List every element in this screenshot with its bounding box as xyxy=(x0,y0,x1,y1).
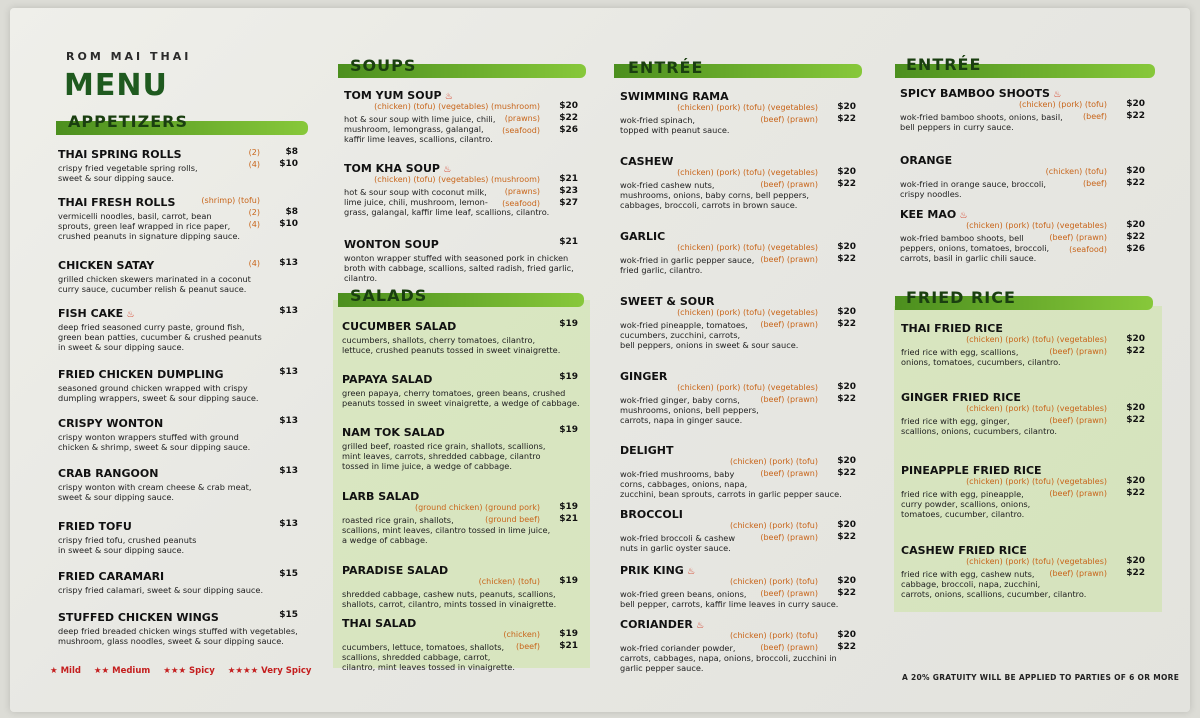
item-name-text: THAI SPRING ROLLS xyxy=(58,148,182,161)
menu-item xyxy=(620,508,870,553)
item-option: (beef) (prawn) xyxy=(1049,569,1107,578)
chili-icon: ♨ xyxy=(439,165,452,175)
item-name-text: FRIED CARAMARI xyxy=(58,570,165,583)
item-price: $20 xyxy=(837,102,856,112)
item-description: wonton wrapper stuffed with seasoned pork in chicken broth with cabbage, scallions, salted radish, fried garlic, cilantro. xyxy=(344,253,574,283)
item-description: cucumbers, lettuce, tomatoes, shallots, scallions, shredded cabbage, carrot, cilantro, mint leaves tossed in vinaigrette. xyxy=(342,642,515,672)
item-name-text: PRIK KING xyxy=(620,564,684,577)
item-option: (beef) (prawn) xyxy=(760,180,818,189)
menu-item xyxy=(900,154,1150,199)
item-name-text: KEE MAO xyxy=(900,208,957,221)
item-price: $22 xyxy=(1126,346,1145,356)
item-name-text: NAM TOK SALAD xyxy=(342,426,445,439)
item-price: $21 xyxy=(559,174,578,184)
item-description: wok-fried cashew nuts, mushrooms, onions, baby corns, bell peppers, cabbages, broccoli, carrots in brown sauce. xyxy=(620,180,809,210)
item-name-text: FRIED TOFU xyxy=(58,520,132,533)
item-option: (4) xyxy=(248,160,260,169)
item-description: fried rice with egg, pineapple, curry powder, scallions, onions, tomatoes, cucumber, cilantro. xyxy=(901,489,1031,519)
item-price: $10 xyxy=(279,159,298,169)
item-option: (seafood) xyxy=(502,126,540,135)
menu-title: MENU xyxy=(64,68,168,103)
item-option: (2) xyxy=(248,148,260,157)
item-price: $20 xyxy=(837,242,856,252)
item-option: (chicken) xyxy=(503,630,540,639)
item-option: (4) xyxy=(248,220,260,229)
item-option: (beef) (prawn) xyxy=(760,255,818,264)
item-price: $22 xyxy=(837,468,856,478)
item-name xyxy=(900,87,1150,100)
item-name-text: CASHEW xyxy=(620,155,674,168)
menu-item xyxy=(342,564,592,609)
item-price: $20 xyxy=(837,576,856,586)
item-description: seasoned ground chicken wrapped with crispy dumpling wrappers, sweet & sour dipping sauce. xyxy=(58,383,259,403)
item-description: crispy wonton with cream cheese & crab meat, sweet & sour dipping sauce. xyxy=(58,482,252,502)
item-option: (beef) (prawn) xyxy=(1049,489,1107,498)
restaurant-name: ROM MAI THAI xyxy=(66,50,192,63)
fried-rice-header: FRIED RICE xyxy=(906,288,1016,307)
item-name-text: CHICKEN SATAY xyxy=(58,259,155,272)
item-name xyxy=(901,391,1151,404)
chili-icon: ♨ xyxy=(956,211,968,221)
item-name-text: THAI FRIED RICE xyxy=(901,322,1003,335)
salads-header: SALADS xyxy=(350,286,428,305)
item-description: fried rice with egg, ginger, scallions, onions, cucumbers, cilantro. xyxy=(901,416,1057,436)
item-option: (shrimp) (tofu) xyxy=(201,196,260,205)
item-price: $19 xyxy=(559,576,578,586)
item-price: $22 xyxy=(837,254,856,264)
salads-panel xyxy=(333,300,590,668)
item-description: deep fried breaded chicken wings stuffed with vegetables, mushroom, glass noodles, sweet & sour dipping sauce. xyxy=(58,626,298,646)
item-description: wok-fried coriander powder, carrots, cabbages, napa, onions, broccoli, zucchini in garlic pepper sauce. xyxy=(620,643,837,673)
item-price: $22 xyxy=(837,532,856,542)
legend-medium: ★★ Medium xyxy=(93,666,151,676)
item-price: $20 xyxy=(1126,166,1145,176)
item-option: (chicken) (pork) (tofu) (vegetables) xyxy=(677,308,818,317)
item-price: $26 xyxy=(559,125,578,135)
legend-mild: ★ Mild xyxy=(50,666,81,676)
item-description: crispy wonton wrappers stuffed with ground chicken & shrimp, sweet & sour dipping sauce. xyxy=(58,432,251,452)
item-description: wok-fried green beans, onions, bell pepper, carrots, kaffir lime leaves in curry sauce. xyxy=(620,589,839,609)
item-description: crispy fried vegetable spring rolls, sweet & sour dipping sauce. xyxy=(58,163,198,183)
item-option: (beef) (prawn) xyxy=(760,589,818,598)
item-price: $22 xyxy=(837,394,856,404)
menu-item xyxy=(900,208,1150,263)
item-price: $20 xyxy=(837,307,856,317)
item-price: $22 xyxy=(1126,232,1145,242)
item-option: (2) xyxy=(248,208,260,217)
item-name-text: DELIGHT xyxy=(620,444,674,457)
item-option: (chicken) (pork) (tofu) xyxy=(729,631,818,640)
item-price: $20 xyxy=(837,382,856,392)
item-description: wok-fried mushrooms, baby corns, cabbages, onions, napa, zucchini, bean sprouts, carrots in garlic pepper sauce. xyxy=(620,469,842,499)
item-option: (beef) (prawn) xyxy=(760,533,818,542)
item-description: wok-fried in orange sauce, broccoli, crispy noodles. xyxy=(900,179,1047,199)
item-description: deep fried seasoned curry paste, ground fish, green bean patties, cucumber & crushed peanuts in sweet & sour dipping sauce. xyxy=(58,322,262,352)
item-price: $22 xyxy=(837,114,856,124)
item-option: (prawns) xyxy=(504,187,540,196)
item-name-text: SWEET & SOUR xyxy=(620,295,715,308)
chili-icon: ♨ xyxy=(692,621,705,631)
item-price: $20 xyxy=(559,101,578,111)
item-price: $20 xyxy=(837,167,856,177)
item-name-text: FRIED CHICKEN DUMPLING xyxy=(58,368,224,381)
item-name-text: ORANGE xyxy=(900,154,953,167)
item-description: wok-fried bamboo shoots, bell peppers, onions, tomatoes, broccoli, carrots, basil in garlic chili sauce. xyxy=(900,233,1050,263)
spice-legend xyxy=(50,666,321,676)
item-option: (chicken) (pork) (tofu) (vegetables) xyxy=(966,404,1107,413)
item-option: (beef) (prawn) xyxy=(760,115,818,124)
item-price: $13 xyxy=(279,306,298,316)
menu-item xyxy=(901,464,1151,519)
item-name-text: THAI SALAD xyxy=(342,617,417,630)
item-price: $19 xyxy=(559,372,578,382)
menu-item xyxy=(901,322,1151,367)
item-price: $20 xyxy=(1126,99,1145,109)
item-description: hot & sour soup with coconut milk, lime juice, chili, mushroom, lemon- grass, galangal, kaffir lime leaf, scallions, cilantro. xyxy=(344,187,550,217)
item-name-text: TOM KHA SOUP xyxy=(344,162,440,175)
chili-icon: ♨ xyxy=(441,92,453,102)
appetizers-header: APPETIZERS xyxy=(68,112,189,131)
item-option: (seafood) xyxy=(1069,245,1107,254)
item-option: (beef) (prawn) xyxy=(1049,233,1107,242)
item-price: $23 xyxy=(559,186,578,196)
item-option: (beef) (prawn) xyxy=(760,643,818,652)
item-price: $20 xyxy=(1126,403,1145,413)
item-option: (ground chicken) (ground pork) xyxy=(414,503,540,512)
gratuity-note: A 20% GRATUITY WILL BE APPLIED TO PARTIES OF 6 OR MORE xyxy=(902,673,1180,682)
item-description: green papaya, cherry tomatoes, green beans, crushed peanuts tossed in sweet vinaigrette, a wedge of cabbage. xyxy=(342,388,580,408)
item-name-text: CORIANDER xyxy=(620,618,693,631)
item-description: fried rice with egg, scallions, onions, tomatoes, cucumbers, cilantro. xyxy=(901,347,1061,367)
item-price: $19 xyxy=(559,319,578,329)
item-price: $22 xyxy=(837,319,856,329)
item-price: $19 xyxy=(559,425,578,435)
item-name-text: PINEAPPLE FRIED RICE xyxy=(901,464,1042,477)
item-name xyxy=(901,464,1151,477)
menu-item xyxy=(900,87,1150,132)
item-name-text: LARB SALAD xyxy=(342,490,420,503)
item-option: (chicken) (pork) (tofu) xyxy=(729,521,818,530)
item-price: $13 xyxy=(279,258,298,268)
item-option: (prawns) xyxy=(504,114,540,123)
item-price: $13 xyxy=(279,519,298,529)
item-option: (chicken) (pork) (tofu) xyxy=(729,577,818,586)
item-name-text: CUCUMBER SALAD xyxy=(342,320,457,333)
item-description: wok-fried broccoli & cashew nuts in garlic oyster sauce. xyxy=(620,533,736,553)
item-price: $22 xyxy=(1126,111,1145,121)
item-price: $13 xyxy=(279,466,298,476)
item-price: $8 xyxy=(285,207,298,217)
item-option: (chicken) (tofu) (vegetables) (mushroom) xyxy=(374,175,540,184)
item-name-text: THAI FRESH ROLLS xyxy=(58,196,176,209)
item-name-text: SPICY BAMBOO SHOOTS xyxy=(900,87,1050,100)
item-price: $19 xyxy=(559,629,578,639)
item-option: (beef) xyxy=(516,642,540,651)
item-price: $22 xyxy=(837,588,856,598)
item-option: (seafood) xyxy=(502,199,540,208)
item-price: $15 xyxy=(279,569,298,579)
item-price: $15 xyxy=(279,610,298,620)
item-description: cucumbers, shallots, cherry tomatoes, cilantro, lettuce, crushed peanuts tossed in sweet vinaigrette. xyxy=(342,335,561,355)
item-description: wok-fried ginger, baby corns, mushrooms, onions, bell peppers, carrots, napa in ginger sauce. xyxy=(620,395,759,425)
item-option: (chicken) (pork) (tofu) (vegetables) xyxy=(677,168,818,177)
item-option: (chicken) (pork) (tofu) (vegetables) xyxy=(966,221,1107,230)
menu-item xyxy=(901,391,1151,436)
item-description: shredded cabbage, cashew nuts, peanuts, scallions, shallots, carrot, cilantro, mints tossed in vinaigrette. xyxy=(342,589,557,609)
item-price: $20 xyxy=(1126,334,1145,344)
item-option: (beef) (prawn) xyxy=(760,320,818,329)
item-option: (chicken) (tofu) (vegetables) (mushroom) xyxy=(374,102,540,111)
item-price: $20 xyxy=(837,456,856,466)
item-option: (beef) (prawn) xyxy=(760,469,818,478)
item-description: wok-fried in garlic pepper sauce, fried garlic, cilantro. xyxy=(620,255,755,275)
item-price: $22 xyxy=(1126,568,1145,578)
item-name xyxy=(901,544,1151,557)
item-option: (ground beef) xyxy=(485,515,540,524)
item-option: (chicken) (pork) (tofu) (vegetables) xyxy=(677,103,818,112)
item-price: $22 xyxy=(1126,178,1145,188)
item-price: $13 xyxy=(279,367,298,377)
chili-icon: ♨ xyxy=(123,310,135,320)
item-option: (chicken) (pork) (tofu) (vegetables) xyxy=(677,383,818,392)
item-name-text: SWIMMING RAMA xyxy=(620,90,729,103)
item-option: (chicken) (tofu) xyxy=(478,577,540,586)
item-price: $20 xyxy=(1126,220,1145,230)
item-name-text: FISH CAKE xyxy=(58,307,124,320)
item-option: (beef) xyxy=(1083,112,1107,121)
entree-header-1: ENTRÉE xyxy=(628,58,704,77)
item-price: $27 xyxy=(559,198,578,208)
chili-icon: ♨ xyxy=(1049,90,1062,100)
item-price: $8 xyxy=(285,147,298,157)
item-option: (beef) xyxy=(1083,179,1107,188)
item-description: fried rice with egg, cashew nuts, cabbage, broccoli, napa, zucchini, carrots, onions, scallions, cucumber, cilantro. xyxy=(901,569,1087,599)
item-price: $22 xyxy=(837,179,856,189)
item-price: $20 xyxy=(837,630,856,640)
chili-icon: ♨ xyxy=(683,567,696,577)
item-price: $22 xyxy=(1126,415,1145,425)
item-description: wok-fried bamboo shoots, onions, basil, bell peppers in curry sauce. xyxy=(900,112,1063,132)
item-name xyxy=(901,322,1151,335)
menu-item xyxy=(620,564,870,609)
item-option: (chicken) (pork) (tofu) xyxy=(1018,100,1107,109)
item-name xyxy=(900,154,1150,167)
item-name-text: PAPAYA SALAD xyxy=(342,373,433,386)
item-option: (chicken) (pork) (tofu) (vegetables) xyxy=(966,557,1107,566)
item-description: roasted rice grain, shallots, scallions, mint leaves, cilantro tossed in lime juice, a wedge of cabbage. xyxy=(342,515,551,545)
item-name-text: PARADISE SALAD xyxy=(342,564,449,577)
legend-very-spicy: ★★★★ Very Spicy xyxy=(227,666,312,676)
item-description: vermicelli noodles, basil, carrot, bean sprouts, green leaf wrapped in rice paper, crushed peanuts in signature dipping sauce. xyxy=(58,211,241,241)
item-option: (chicken) (pork) (tofu) (vegetables) xyxy=(966,477,1107,486)
item-option: (beef) (prawn) xyxy=(1049,416,1107,425)
menu-item xyxy=(901,544,1151,599)
item-description: grilled beef, roasted rice grain, shallots, scallions, mint leaves, carrots, shredded cabbage, cilantro tossed in lime juice, a wedge of cabbage. xyxy=(342,441,546,471)
item-description: hot & sour soup with lime juice, chili, mushroom, lemongrass, galangal, kaffir lime leaves, scallions, cilantro. xyxy=(344,114,496,144)
item-price: $26 xyxy=(1126,244,1145,254)
item-price: $20 xyxy=(837,520,856,530)
item-description: crispy fried tofu, crushed peanuts in sweet & sour dipping sauce. xyxy=(58,535,197,555)
item-price: $20 xyxy=(1126,476,1145,486)
legend-spicy: ★★★ Spicy xyxy=(163,666,215,676)
item-option: (4) xyxy=(248,259,260,268)
item-option: (chicken) (pork) (tofu) (vegetables) xyxy=(966,335,1107,344)
item-price: $13 xyxy=(279,416,298,426)
item-option: (chicken) (pork) (tofu) (vegetables) xyxy=(677,243,818,252)
item-name-text: CRAB RANGOON xyxy=(58,467,159,480)
item-name-text: CRISPY WONTON xyxy=(58,417,164,430)
item-description: grilled chicken skewers marinated in a coconut curry sauce, cucumber relish & peanut sauce. xyxy=(58,274,251,294)
item-price: $21 xyxy=(559,237,578,247)
item-price: $22 xyxy=(1126,488,1145,498)
item-price: $21 xyxy=(559,641,578,651)
item-price: $21 xyxy=(559,514,578,524)
item-option: (beef) (prawn) xyxy=(760,395,818,404)
item-description: wok-fried pineapple, tomatoes, cucumbers, zucchini, carrots, bell peppers, onions in sweet & sour sauce. xyxy=(620,320,799,350)
item-name-text: GARLIC xyxy=(620,230,666,243)
item-description: crispy fried calamari, sweet & sour dipping sauce. xyxy=(58,585,264,595)
item-option: (beef) (prawn) xyxy=(1049,347,1107,356)
item-name-text: WONTON SOUP xyxy=(344,238,439,251)
item-price: $22 xyxy=(837,642,856,652)
item-name-text: STUFFED CHICKEN WINGS xyxy=(58,611,219,624)
item-name-text: GINGER FRIED RICE xyxy=(901,391,1021,404)
item-name xyxy=(900,208,1150,221)
item-description: wok-fried spinach, topped with peanut sauce. xyxy=(620,115,730,135)
menu-item xyxy=(620,230,870,275)
item-price: $19 xyxy=(559,502,578,512)
item-name-text: GINGER xyxy=(620,370,668,383)
item-option: (chicken) (pork) (tofu) xyxy=(729,457,818,466)
entree-header-2: ENTRÉE xyxy=(906,55,982,74)
item-price: $10 xyxy=(279,219,298,229)
menu-item xyxy=(620,90,870,135)
item-name-text: BROCCOLI xyxy=(620,508,683,521)
item-name-text: CASHEW FRIED RICE xyxy=(901,544,1027,557)
item-name-text: TOM YUM SOUP xyxy=(344,89,442,102)
item-price: $20 xyxy=(1126,556,1145,566)
item-option: (chicken) (tofu) xyxy=(1045,167,1107,176)
item-price: $22 xyxy=(559,113,578,123)
soups-header: SOUPS xyxy=(350,56,417,75)
